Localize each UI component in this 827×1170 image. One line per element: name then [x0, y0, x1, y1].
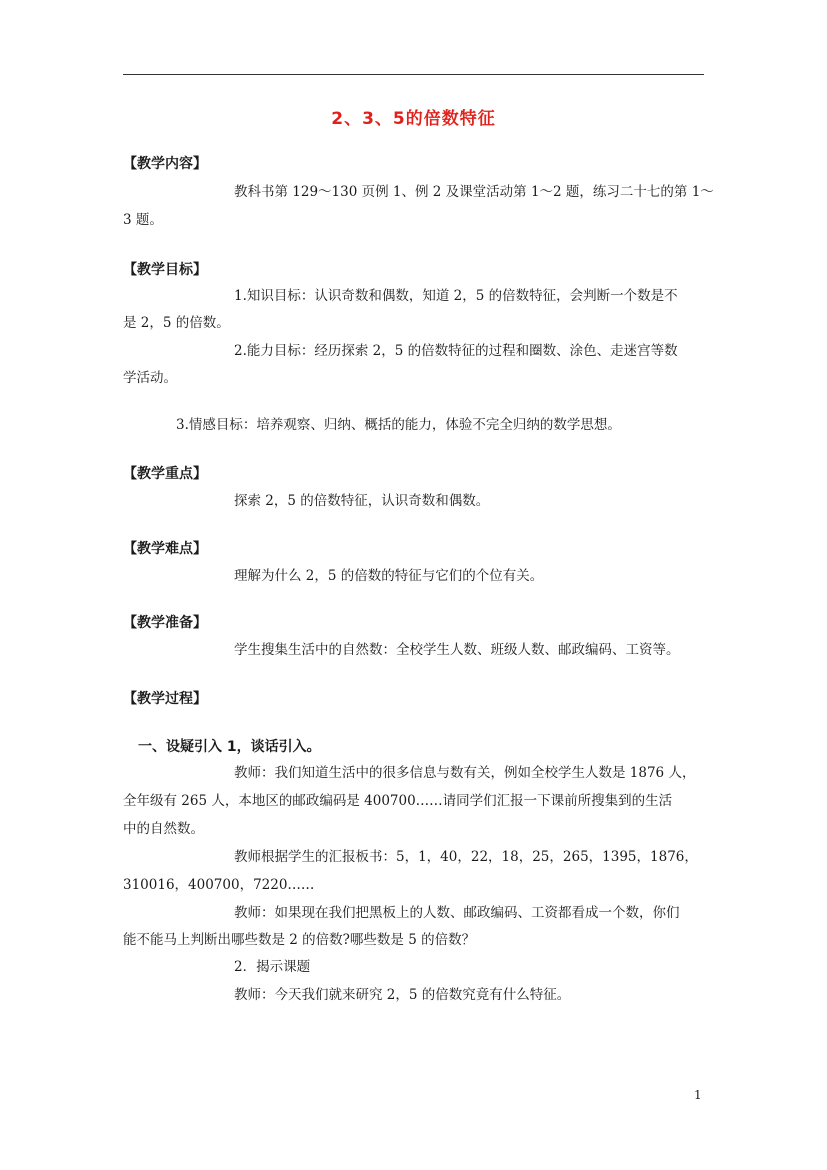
- process-line-7: 能不能马上判断出哪些数是 2 的倍数?哪些数是 5 的倍数？: [123, 932, 476, 948]
- process-line-4: 教师根据学生的汇报板书：5，1，40，22，18，25，265，1395，1876，: [234, 849, 698, 865]
- section-heading-process: 【教学过程】: [123, 691, 207, 707]
- goals-line-2: 是 2，5 的倍数。: [123, 315, 230, 331]
- process-line-3: 中的自然数。: [123, 821, 204, 837]
- header-rule: [123, 74, 704, 75]
- content-line-1: 教科书第 129～130 页例 1、例 2 及课堂活动第 1～2 题，练习二十七的第 1～: [234, 184, 714, 200]
- section-heading-goals: 【教学目标】: [123, 262, 207, 278]
- content-line-2: 3 题。: [123, 212, 163, 228]
- process-line-8: 2．揭示课题: [234, 959, 311, 975]
- process-line-9: 教师：今天我们就来研究 2，5 的倍数究竟有什么特征。: [234, 987, 571, 1003]
- preparation-line-1: 学生搜集生活中的自然数：全校学生人数、班级人数、邮政编码、工资等。: [234, 642, 680, 658]
- process-line-1: 教师：我们知道生活中的很多信息与数有关，例如全校学生人数是 1876 人，: [234, 765, 696, 781]
- section-heading-content: 【教学内容】: [123, 156, 207, 172]
- process-sub-heading: 一、设疑引入 1，谈话引入。: [138, 739, 321, 755]
- section-heading-preparation: 【教学准备】: [123, 615, 207, 631]
- process-line-6: 教师：如果现在我们把黑板上的人数、邮政编码、工资都看成一个数，你们: [234, 905, 680, 921]
- key-points-line-1: 探索 2，5 的倍数特征，认识奇数和偶数。: [234, 493, 490, 509]
- section-heading-key-points: 【教学重点】: [123, 466, 207, 482]
- goals-line-4: 学活动。: [123, 370, 177, 386]
- goals-line-3: 2.能力目标：经历探索 2，5 的倍数特征的过程和圈数、涂色、走迷宫等数: [234, 343, 678, 359]
- goals-line-1: 1.知识目标：认识奇数和偶数，知道 2，5 的倍数特征，会判断一个数是不: [234, 288, 678, 304]
- process-line-2: 全年级有 265 人，本地区的邮政编码是 400700……请同学们汇报一下课前所搜集到的生活: [123, 793, 673, 809]
- document-title: 2、3、5的倍数特征: [331, 109, 496, 129]
- page-number: 1: [694, 1088, 702, 1102]
- process-line-5: 310016，400700，7220……: [123, 877, 315, 893]
- section-heading-difficulties: 【教学难点】: [123, 541, 207, 557]
- difficulties-line-1: 理解为什么 2，5 的倍数的特征与它们的个位有关。: [234, 568, 544, 584]
- goals-line-5: 3.情感目标：培养观察、归纳、概括的能力，体验不完全归纳的数学思想。: [176, 417, 621, 433]
